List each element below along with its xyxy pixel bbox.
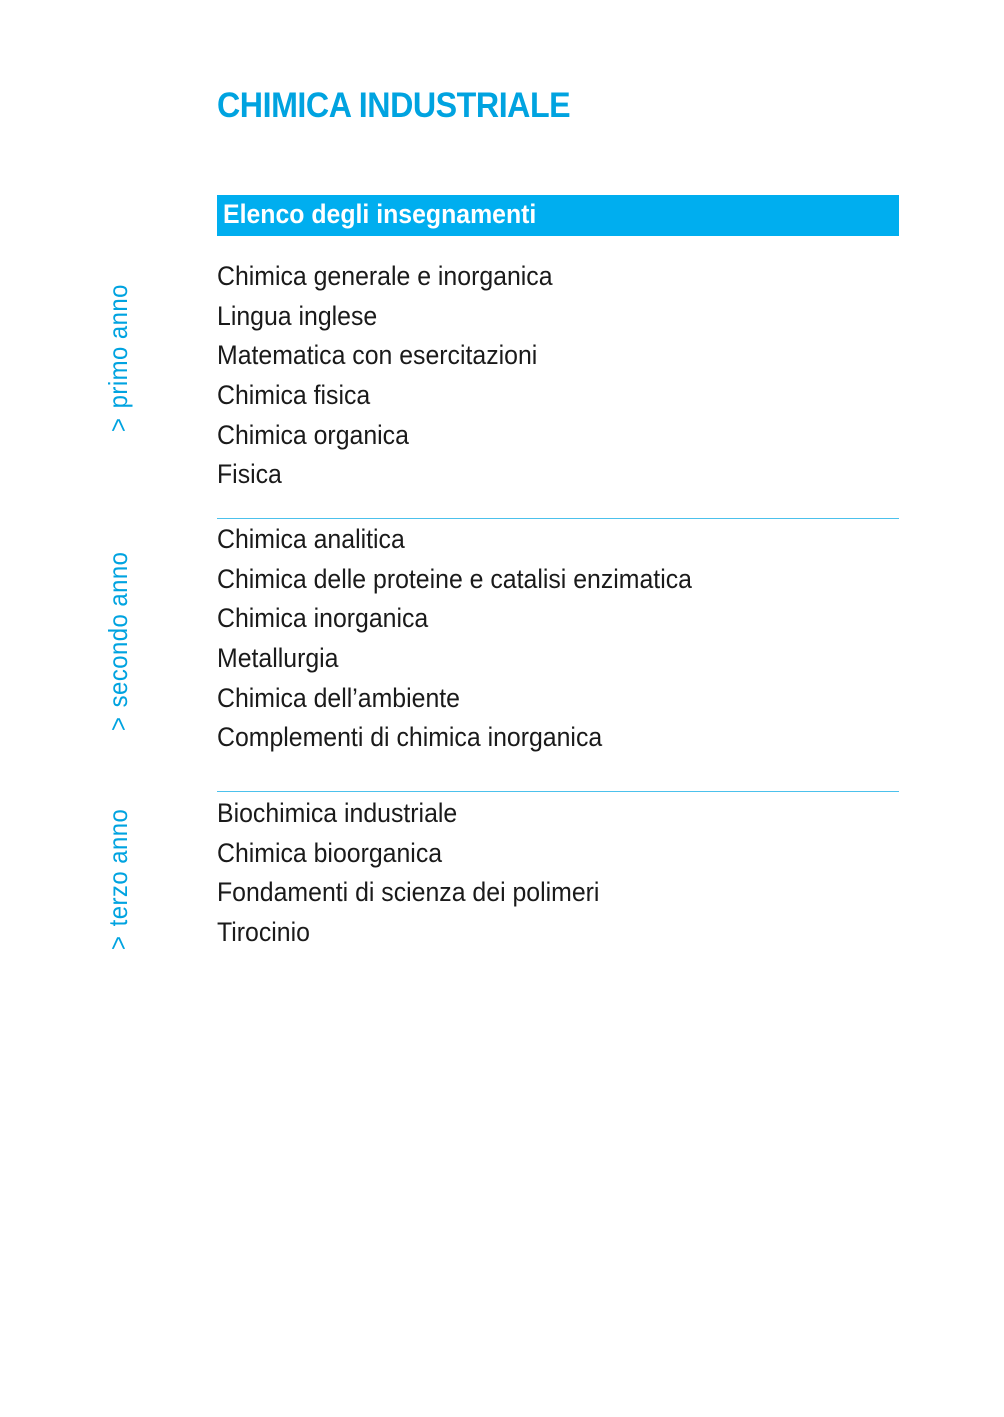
section-divider [217,518,899,519]
course-item: Fisica [217,459,282,490]
course-list-primo-anno [217,257,582,495]
course-item: Tirocinio [217,917,310,948]
course-item: Chimica dell’ambiente [217,682,460,713]
chevron-right-icon: > [103,417,133,432]
section-header-bar [217,195,899,236]
course-item: Fondamenti di scienza dei polimeri [217,877,600,908]
course-item: Chimica inorganica [217,603,429,634]
year-label-secondo-anno [103,552,134,731]
course-item: Chimica bioorganica [217,837,443,868]
chevron-right-icon: > [103,716,133,731]
course-item: Chimica fisica [217,380,371,411]
section-divider [217,791,899,792]
course-item: Matematica con esercitazioni [217,340,538,371]
year-label-primo-anno [103,284,134,432]
course-item: Chimica analitica [217,524,405,554]
course-item: Metallurgia [217,643,339,674]
course-item: Chimica delle proteine e catalisi enzimatica [217,563,692,594]
year-label-terzo-anno [103,809,134,950]
section-header-label: Elenco degli insegnamenti [223,199,537,229]
year-label-text: secondo anno [103,551,133,708]
course-item: Biochimica industriale [217,798,458,828]
course-item: Chimica organica [217,419,409,450]
course-list-secondo-anno [217,520,733,758]
course-list-terzo-anno [217,794,633,953]
page-title: CHIMICA INDUSTRIALE [217,86,571,125]
course-item: Chimica generale e inorganica [217,261,553,291]
chevron-right-icon: > [103,935,133,950]
course-item: Complementi di chimica inorganica [217,722,603,753]
year-label-text: primo anno [103,284,133,409]
course-item: Lingua inglese [217,300,378,331]
year-label-text: terzo anno [103,808,133,927]
